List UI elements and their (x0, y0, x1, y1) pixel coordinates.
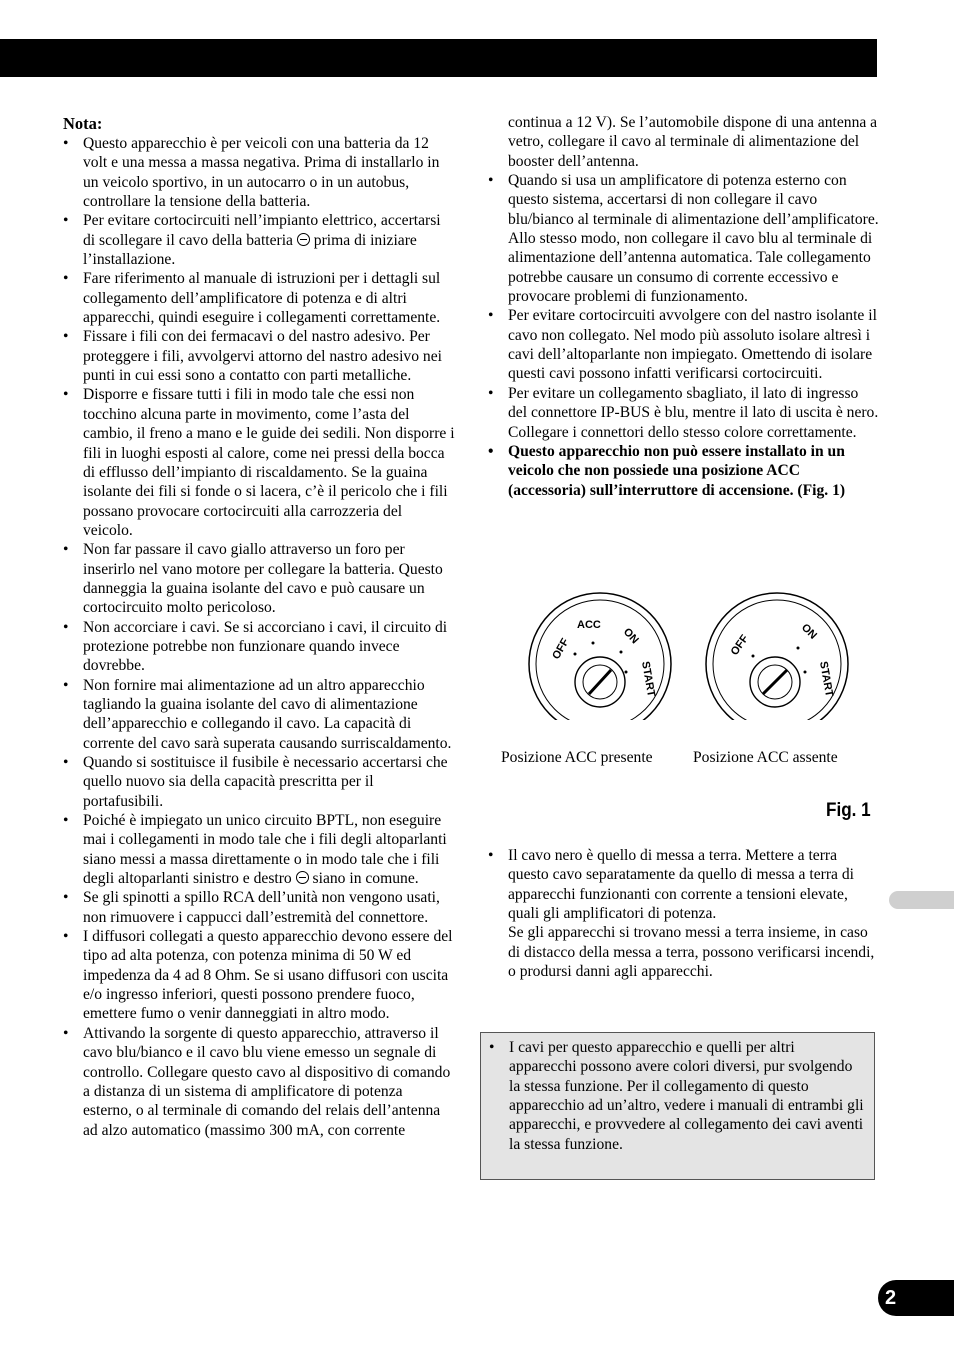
list-item: • Fissare i fili con dei fermacavi o del nastro adesivo. Per proteggere i fili, avvolgervi attorno del nastro adesivo nei punti in cui essi sono a contatto con parti metalliche. (63, 327, 455, 385)
list-item: • Per evitare un collegamento sbagliato, il lato di ingresso del connettore IP-BUS è blu, mentre il lato di uscita è nero. Collegare i connettori dello stesso colore correttamente. (488, 384, 880, 442)
list-item-text: Poiché è impiegato un unico circuito BPTL, non eseguire mai i collegamenti in modo tale che i fili degli altoparlanti siano messi a massa direttamente o in modo tale che i fili degli altoparlanti sinistro e destro (83, 812, 447, 888)
figure-caption-acc: Posizione ACC presente (501, 749, 653, 766)
list-item: • Non fornire mai alimentazione ad un altro apparecchio tagliando la guaina isolante del cavo di alimentazione dell’apparecchio e collegando il cavo. La capacità di corrente del cavo sarà superata causando surriscaldamento. (63, 676, 455, 753)
right-column (488, 113, 880, 500)
header-bar (0, 39, 877, 77)
list-item: • I cavi per questo apparecchio e quelli per altri apparecchi possono avere colori diversi, pur svolgendo la stessa funzione. Per il collegamento di questo apparecchio ad un’altro, vedere i manuali di entrambi gli apparecchi, e provvedere al collegamento dei cavi aventi la stessa funzione. (489, 1038, 866, 1154)
minus-terminal-icon (296, 871, 309, 884)
ignition-switch-diagram (495, 590, 875, 720)
list-item-text: siano in comune. (312, 870, 419, 888)
list-item: • Disporre e fissare tutti i fili in modo tale che essi non tocchino alcuna parte in movimento, come l’asta del cambio, il freno a mano e le guide dei sedili. Non disporre i fili in luoghi esposti al calore, come nei pressi della bocca di efflusso dell’impianto di riscaldamento. Se la guaina isolante dei fili si fonde o si lacera, c’è il pericolo che i fili possano provocare cortocircuiti alla carrozzeria del veicolo. (63, 385, 455, 540)
list-item: • Questo apparecchio è per veicoli con una batteria da 12 volt e una messa a massa negativa. Prima di installarlo in un veicolo sportivo, in un autocarro o in un autobus, controllare la tensione della batteria. (63, 134, 455, 211)
list-item (63, 811, 455, 888)
ignition-figure (495, 590, 875, 720)
list-item: • Se gli spinotti a spillo RCA dell’unità non vengono usati, non rimuovere i cappucci dall’estremità del connettore. (63, 888, 455, 927)
switch-label-start: START (817, 660, 836, 698)
switch-label-on: ON (620, 625, 641, 647)
ground-note (488, 846, 880, 981)
figure-caption-no-acc: Posizione ACC assente (693, 749, 838, 766)
list-item: • Per evitare cortocircuiti avvolgere con del nastro isolante il cavo non collegato. Nel modo più assoluto isolare altresì i cavi dell’altoparlante non impiegato. Omettendo di isolare questi cavi possono infatti verificarsi cortocircuiti. (488, 306, 880, 383)
list-item: • Fare riferimento al manuale di istruzioni per i dettagli sul collegamento dell’amplificatore di potenza e di altri apparecchi, quindi eseguire i collegamenti correttamente. (63, 269, 455, 327)
list-item-text: Per evitare cortocircuiti nell’impianto elettrico, accertarsi di scollegare il cavo della batteria (83, 212, 441, 249)
minus-terminal-icon (297, 233, 310, 246)
note-heading: Nota: (63, 114, 103, 133)
list-item-continuation: Se gli apparecchi si trovano messi a terra insieme, in caso di distacco della messa a terra, possono verificarsi incendi, o prodursi danni agli apparecchi. (508, 924, 875, 981)
switch-label-start: START (639, 660, 658, 698)
list-item-continuation: continua a 12 V). Se l’automobile dispone di una antenna a vetro, collegare il cavo al terminale di alimentazione del booster dell’antenna. (508, 114, 878, 170)
figure-label: Fig. 1 (826, 800, 871, 821)
ground-list (488, 846, 880, 981)
box-list (489, 1038, 866, 1154)
ignition-switch-acc (529, 593, 671, 720)
section-side-tab (889, 891, 954, 909)
list-item: • Il cavo nero è quello di messa a terra. Mettere a terra questo cavo separatamente da quello di messa a terra di apparecchi funzionanti con corrente a tensioni elevate, quali gli amplificatori di potenza. (488, 846, 880, 923)
switch-label-acc: ACC (577, 619, 601, 631)
switch-label-off: OFF (550, 636, 572, 662)
list-item-important: • Questo apparecchio non può essere installato in un veicolo che non possiede una posizione ACC (accessoria) sull’interruttore di accensione. (Fig. 1) (488, 442, 880, 500)
list-item: • Non far passare il cavo giallo attraverso un foro per inserirlo nel vano motore per collegare la batteria. Questo danneggia la guaina isolante del cavo e può causare un cortocircuito molto pericoloso. (63, 540, 455, 617)
left-column (63, 114, 455, 1140)
list-item: • I diffusori collegati a questo apparecchio devono essere del tipo ad alta potenza, con potenza minima di 50 W ed impedenza da 4 ad 8 Ohm. Se si usano diffusori con uscita e/o ingresso inferiori, questi possono prendere fuoco, emettere fumo o venir danneggiati in altro modo. (63, 927, 455, 1024)
list-item-text: prima di iniziare l’installazione. (83, 231, 417, 269)
list-item: • Attivando la sorgente di questo apparecchio, attraverso il cavo blu/bianco e il cavo blu viene emesso un segnale di controllo. Collegare questo cavo al dispositivo di comando a distanza di un sistema di amplificatore di potenza esterno, o al terminale di comando del relais dell’antenna ad alzo automatico (massimo 300 mA, con corrente (63, 1024, 455, 1140)
list-item: • Non accorciare i cavi. Se si accorciano i cavi, il circuito di protezione potrebbe non funzionare quando invece dovrebbe. (63, 618, 455, 676)
shaded-note-box (480, 1032, 875, 1180)
page-number: 2 (878, 1280, 954, 1316)
switch-label-off: OFF (728, 632, 752, 658)
ignition-switch-no-acc (706, 593, 848, 720)
note-list (63, 134, 455, 1140)
list-item: • Quando si usa un amplificatore di potenza esterno con questo sistema, accertarsi di non collegare il cavo blu/bianco al terminale di alimentazione dell’amplificatore. Allo stesso modo, non collegare il cavo blu al terminale di alimentazione dell’antenna automatica. Tale collegamento potrebbe causare un consumo di corrente eccessivo e provocare problemi di funzionamento. (488, 171, 880, 306)
list-item: • Quando si sostituisce il fusibile è necessario accertarsi che quello nuovo sia della capacità prescritta per il portafusibili. (63, 753, 455, 811)
list-item (63, 211, 455, 269)
note-list-continued (488, 113, 880, 500)
switch-label-on: ON (798, 621, 820, 642)
